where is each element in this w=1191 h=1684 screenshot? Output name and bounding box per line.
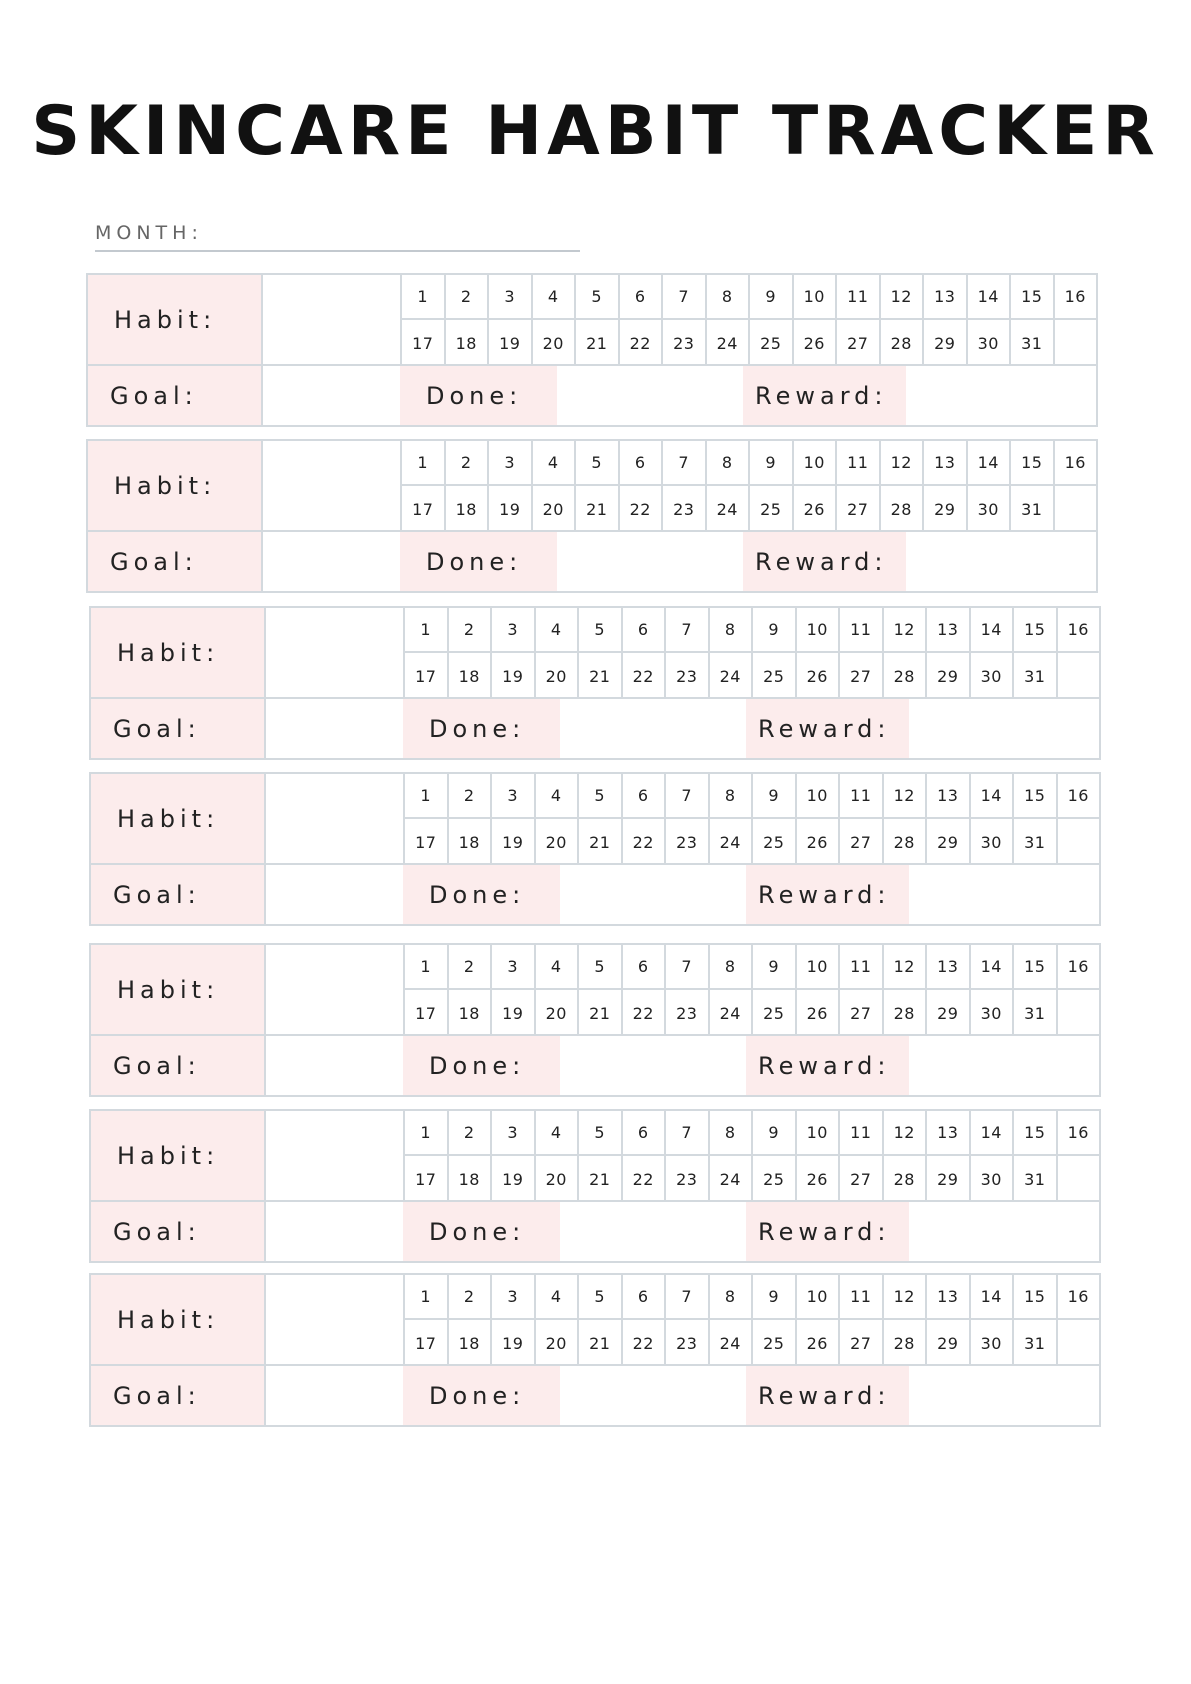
day-cell[interactable]: 5 (574, 441, 618, 486)
day-cell[interactable]: 21 (577, 1320, 621, 1366)
day-cell[interactable]: 22 (618, 320, 662, 366)
habit-label: Habit: (91, 1275, 266, 1366)
day-cell[interactable]: 21 (577, 653, 621, 699)
day-cell[interactable]: 4 (534, 608, 578, 653)
day-cell[interactable]: 31 (1012, 819, 1056, 865)
day-grid (403, 1111, 1099, 1202)
day-cell[interactable]: 22 (621, 1320, 665, 1366)
day-cell[interactable]: 26 (792, 320, 836, 366)
day-cell[interactable]: 1 (403, 1275, 447, 1320)
day-cell[interactable]: 15 (1012, 945, 1056, 990)
day-cell[interactable]: 30 (969, 1156, 1013, 1202)
day-cell[interactable]: 4 (534, 1275, 578, 1320)
day-cell[interactable]: 27 (835, 486, 879, 532)
day-cell[interactable] (1056, 1156, 1100, 1202)
day-cell[interactable]: 22 (621, 990, 665, 1036)
day-cell[interactable]: 16 (1053, 441, 1097, 486)
day-cell[interactable]: 17 (403, 990, 447, 1036)
day-cell[interactable]: 8 (708, 1275, 752, 1320)
habit-tracker-block (89, 943, 1101, 1097)
day-cell[interactable]: 25 (748, 486, 792, 532)
day-cell[interactable]: 5 (577, 608, 621, 653)
day-cell[interactable]: 14 (966, 441, 1010, 486)
day-cell[interactable]: 20 (534, 990, 578, 1036)
day-cell[interactable]: 2 (444, 441, 488, 486)
day-cell[interactable]: 26 (795, 653, 839, 699)
day-cell[interactable]: 3 (487, 441, 531, 486)
day-cell[interactable]: 18 (447, 1156, 491, 1202)
day-cell[interactable]: 11 (838, 945, 882, 990)
day-cell[interactable]: 24 (705, 486, 749, 532)
day-cell[interactable]: 23 (661, 320, 705, 366)
day-cell[interactable]: 10 (792, 441, 836, 486)
day-cell[interactable]: 25 (751, 819, 795, 865)
day-cell[interactable]: 18 (447, 653, 491, 699)
day-cell[interactable]: 16 (1056, 1275, 1100, 1320)
day-cell[interactable]: 8 (705, 441, 749, 486)
day-cell[interactable]: 23 (664, 1156, 708, 1202)
day-cell[interactable]: 6 (618, 275, 662, 320)
day-cell[interactable]: 31 (1009, 486, 1053, 532)
day-cell[interactable]: 7 (664, 774, 708, 819)
day-cell[interactable]: 13 (925, 1275, 969, 1320)
day-cell[interactable]: 7 (664, 1111, 708, 1156)
day-cell[interactable]: 8 (708, 945, 752, 990)
day-cell[interactable] (1053, 486, 1097, 532)
day-cell[interactable]: 17 (400, 486, 444, 532)
day-cell[interactable]: 9 (751, 774, 795, 819)
reward-label: Reward: (746, 1036, 909, 1095)
day-cell[interactable]: 10 (795, 1275, 839, 1320)
day-cell[interactable]: 27 (838, 1156, 882, 1202)
day-grid (400, 441, 1096, 532)
day-cell[interactable]: 14 (969, 1111, 1013, 1156)
habit-name-field[interactable] (263, 441, 400, 532)
habit-label: Habit: (91, 774, 266, 865)
day-cell[interactable]: 31 (1009, 320, 1053, 366)
day-cell[interactable]: 21 (577, 819, 621, 865)
day-cell[interactable]: 16 (1056, 1111, 1100, 1156)
day-cell[interactable]: 20 (531, 486, 575, 532)
day-cell[interactable]: 28 (882, 990, 926, 1036)
habit-tracker-block (86, 273, 1098, 427)
day-cell[interactable]: 21 (577, 990, 621, 1036)
page-title: SKINCARE HABIT TRACKER (31, 92, 1160, 171)
day-cell[interactable]: 1 (403, 1111, 447, 1156)
day-cell[interactable]: 3 (487, 275, 531, 320)
day-cell[interactable]: 28 (879, 320, 923, 366)
day-cell[interactable]: 17 (403, 1320, 447, 1366)
day-cell[interactable]: 12 (882, 774, 926, 819)
day-cell[interactable]: 24 (708, 653, 752, 699)
day-cell[interactable]: 3 (490, 1275, 534, 1320)
day-cell[interactable]: 7 (661, 275, 705, 320)
day-cell[interactable] (1056, 819, 1100, 865)
day-cell[interactable]: 20 (534, 1320, 578, 1366)
day-cell[interactable]: 9 (748, 441, 792, 486)
day-cell[interactable]: 27 (838, 819, 882, 865)
done-label: Done: (403, 865, 560, 924)
habit-name-field[interactable] (266, 774, 403, 865)
day-cell[interactable]: 16 (1056, 608, 1100, 653)
day-cell[interactable]: 10 (795, 608, 839, 653)
habit-tracker-block (89, 1109, 1101, 1263)
day-cell[interactable]: 31 (1012, 1156, 1056, 1202)
day-cell[interactable]: 5 (577, 774, 621, 819)
day-cell[interactable]: 5 (577, 1111, 621, 1156)
day-cell[interactable]: 3 (490, 608, 534, 653)
day-cell[interactable] (1056, 653, 1100, 699)
habit-label: Habit: (91, 945, 266, 1036)
day-cell[interactable]: 13 (925, 1111, 969, 1156)
day-cell[interactable]: 4 (531, 275, 575, 320)
day-cell[interactable]: 17 (403, 819, 447, 865)
habit-name-field[interactable] (266, 1111, 403, 1202)
day-cell[interactable]: 30 (966, 320, 1010, 366)
day-cell[interactable]: 2 (444, 275, 488, 320)
day-cell[interactable]: 2 (447, 1275, 491, 1320)
day-cell[interactable]: 12 (879, 275, 923, 320)
day-cell[interactable]: 30 (969, 1320, 1013, 1366)
reward-label: Reward: (746, 1366, 909, 1425)
day-cell[interactable]: 25 (751, 1320, 795, 1366)
habit-name-field[interactable] (266, 1275, 403, 1366)
day-cell[interactable]: 8 (708, 774, 752, 819)
day-cell[interactable]: 7 (661, 441, 705, 486)
day-cell[interactable]: 21 (574, 486, 618, 532)
day-cell[interactable]: 23 (661, 486, 705, 532)
day-cell[interactable] (1056, 1320, 1100, 1366)
day-cell[interactable]: 11 (838, 1275, 882, 1320)
done-label: Done: (400, 532, 557, 591)
day-grid (403, 945, 1099, 1036)
day-cell[interactable]: 14 (969, 608, 1013, 653)
day-cell[interactable]: 15 (1009, 275, 1053, 320)
day-cell[interactable]: 15 (1012, 774, 1056, 819)
day-cell[interactable]: 16 (1053, 275, 1097, 320)
day-cell[interactable]: 11 (838, 1111, 882, 1156)
day-cell[interactable]: 27 (838, 990, 882, 1036)
day-cell[interactable]: 28 (882, 819, 926, 865)
day-cell[interactable]: 6 (621, 1111, 665, 1156)
goal-label: Goal: (88, 532, 263, 591)
day-cell[interactable]: 28 (882, 1156, 926, 1202)
day-cell[interactable]: 20 (534, 819, 578, 865)
day-cell[interactable]: 12 (882, 1111, 926, 1156)
habit-tracker-block (89, 606, 1101, 760)
day-cell[interactable]: 14 (969, 774, 1013, 819)
day-cell[interactable]: 1 (403, 608, 447, 653)
day-cell[interactable]: 6 (621, 774, 665, 819)
habit-tracker-block (89, 1273, 1101, 1427)
day-cell[interactable] (1053, 320, 1097, 366)
day-cell[interactable]: 16 (1056, 945, 1100, 990)
day-cell[interactable]: 22 (621, 1156, 665, 1202)
day-cell[interactable]: 29 (925, 1156, 969, 1202)
day-cell[interactable]: 19 (490, 990, 534, 1036)
day-cell[interactable]: 5 (577, 945, 621, 990)
reward-label: Reward: (743, 366, 906, 425)
day-cell[interactable]: 6 (621, 1275, 665, 1320)
day-cell[interactable]: 14 (969, 1275, 1013, 1320)
day-cell[interactable]: 27 (838, 653, 882, 699)
day-cell[interactable]: 23 (664, 819, 708, 865)
day-cell[interactable]: 22 (621, 819, 665, 865)
goal-label: Goal: (91, 1366, 266, 1425)
day-cell[interactable]: 26 (792, 486, 836, 532)
day-cell[interactable]: 19 (490, 1320, 534, 1366)
day-cell[interactable]: 28 (882, 653, 926, 699)
reward-label: Reward: (746, 699, 909, 758)
day-cell[interactable]: 15 (1009, 441, 1053, 486)
day-cell[interactable]: 11 (838, 774, 882, 819)
day-cell[interactable]: 9 (751, 945, 795, 990)
day-cell[interactable]: 4 (534, 774, 578, 819)
day-cell[interactable]: 14 (969, 945, 1013, 990)
day-cell[interactable]: 9 (751, 1111, 795, 1156)
day-cell[interactable]: 27 (838, 1320, 882, 1366)
day-cell[interactable]: 19 (487, 320, 531, 366)
day-cell[interactable]: 5 (574, 275, 618, 320)
day-cell[interactable]: 2 (447, 608, 491, 653)
day-cell[interactable]: 10 (792, 275, 836, 320)
day-grid (403, 608, 1099, 699)
day-cell[interactable]: 1 (400, 441, 444, 486)
habit-tracker-block (89, 772, 1101, 926)
goal-label: Goal: (91, 699, 266, 758)
day-cell[interactable]: 29 (922, 320, 966, 366)
day-cell[interactable]: 24 (708, 819, 752, 865)
day-cell[interactable]: 8 (708, 1111, 752, 1156)
day-cell[interactable]: 17 (403, 653, 447, 699)
day-cell[interactable]: 19 (490, 819, 534, 865)
day-cell[interactable]: 22 (618, 486, 662, 532)
day-cell[interactable]: 22 (621, 653, 665, 699)
day-cell[interactable]: 4 (531, 441, 575, 486)
day-cell[interactable]: 6 (621, 945, 665, 990)
day-cell[interactable]: 17 (403, 1156, 447, 1202)
day-cell[interactable]: 29 (925, 990, 969, 1036)
day-cell[interactable]: 4 (534, 1111, 578, 1156)
day-cell[interactable]: 7 (664, 945, 708, 990)
day-cell[interactable]: 7 (664, 608, 708, 653)
habit-tracker-block (86, 439, 1098, 593)
day-grid (403, 774, 1099, 865)
habit-label: Habit: (88, 275, 263, 366)
day-cell[interactable]: 4 (534, 945, 578, 990)
day-cell[interactable]: 26 (795, 990, 839, 1036)
day-cell[interactable]: 6 (621, 608, 665, 653)
day-cell[interactable]: 1 (400, 275, 444, 320)
day-cell[interactable]: 15 (1012, 1111, 1056, 1156)
day-cell[interactable]: 18 (447, 1320, 491, 1366)
day-cell[interactable]: 19 (490, 1156, 534, 1202)
day-cell[interactable]: 19 (487, 486, 531, 532)
day-cell[interactable]: 11 (835, 275, 879, 320)
day-cell[interactable]: 12 (882, 608, 926, 653)
done-label: Done: (403, 1036, 560, 1095)
day-cell[interactable]: 19 (490, 653, 534, 699)
day-cell[interactable]: 31 (1012, 1320, 1056, 1366)
day-cell[interactable]: 2 (447, 945, 491, 990)
day-cell[interactable]: 18 (444, 320, 488, 366)
day-cell[interactable]: 9 (751, 608, 795, 653)
day-cell[interactable]: 25 (751, 653, 795, 699)
day-cell[interactable]: 16 (1056, 774, 1100, 819)
day-cell[interactable]: 24 (705, 320, 749, 366)
day-cell[interactable]: 29 (925, 653, 969, 699)
day-cell[interactable]: 20 (531, 320, 575, 366)
day-cell[interactable]: 27 (835, 320, 879, 366)
day-cell[interactable]: 13 (925, 945, 969, 990)
day-cell[interactable]: 21 (577, 1156, 621, 1202)
day-cell[interactable]: 29 (925, 819, 969, 865)
day-cell[interactable]: 10 (795, 1111, 839, 1156)
day-cell[interactable]: 13 (922, 441, 966, 486)
day-cell[interactable]: 23 (664, 990, 708, 1036)
day-cell[interactable]: 15 (1012, 608, 1056, 653)
day-cell[interactable]: 24 (708, 1320, 752, 1366)
day-cell[interactable]: 25 (751, 990, 795, 1036)
day-grid (403, 1275, 1099, 1366)
day-cell[interactable]: 31 (1012, 990, 1056, 1036)
day-cell[interactable]: 10 (795, 774, 839, 819)
reward-label: Reward: (746, 1202, 909, 1261)
day-cell[interactable]: 18 (447, 990, 491, 1036)
goal-label: Goal: (91, 865, 266, 924)
day-cell[interactable]: 14 (966, 275, 1010, 320)
day-cell[interactable]: 26 (795, 1156, 839, 1202)
month-field[interactable]: MONTH: (95, 222, 580, 252)
day-cell[interactable]: 13 (925, 774, 969, 819)
day-cell[interactable]: 3 (490, 1111, 534, 1156)
done-label: Done: (403, 1366, 560, 1425)
goal-label: Goal: (91, 1202, 266, 1261)
day-cell[interactable]: 31 (1012, 653, 1056, 699)
day-cell[interactable]: 18 (447, 819, 491, 865)
day-cell[interactable]: 13 (925, 608, 969, 653)
goal-label: Goal: (91, 1036, 266, 1095)
day-cell[interactable]: 28 (879, 486, 923, 532)
habit-name-field[interactable] (263, 275, 400, 366)
habit-label: Habit: (91, 1111, 266, 1202)
day-cell[interactable]: 15 (1012, 1275, 1056, 1320)
day-cell[interactable]: 21 (574, 320, 618, 366)
day-cell[interactable] (1056, 990, 1100, 1036)
day-cell[interactable]: 23 (664, 653, 708, 699)
day-cell[interactable]: 18 (444, 486, 488, 532)
day-cell[interactable]: 9 (748, 275, 792, 320)
day-cell[interactable]: 20 (534, 653, 578, 699)
done-label: Done: (403, 1202, 560, 1261)
day-cell[interactable]: 6 (618, 441, 662, 486)
day-cell[interactable]: 5 (577, 1275, 621, 1320)
reward-label: Reward: (743, 532, 906, 591)
day-cell[interactable]: 26 (795, 819, 839, 865)
day-grid (400, 275, 1096, 366)
day-cell[interactable]: 8 (708, 608, 752, 653)
day-cell[interactable]: 12 (879, 441, 923, 486)
day-cell[interactable]: 25 (751, 1156, 795, 1202)
day-cell[interactable]: 2 (447, 1111, 491, 1156)
day-cell[interactable]: 3 (490, 945, 534, 990)
day-cell[interactable]: 9 (751, 1275, 795, 1320)
day-cell[interactable]: 13 (922, 275, 966, 320)
habit-label: Habit: (88, 441, 263, 532)
day-cell[interactable]: 23 (664, 1320, 708, 1366)
day-cell[interactable]: 25 (748, 320, 792, 366)
day-cell[interactable]: 28 (882, 1320, 926, 1366)
day-cell[interactable]: 30 (966, 486, 1010, 532)
day-cell[interactable]: 8 (705, 275, 749, 320)
day-cell[interactable]: 26 (795, 1320, 839, 1366)
day-cell[interactable]: 2 (447, 774, 491, 819)
day-cell[interactable]: 30 (969, 819, 1013, 865)
habit-label: Habit: (91, 608, 266, 699)
day-cell[interactable]: 30 (969, 653, 1013, 699)
day-cell[interactable]: 11 (838, 608, 882, 653)
day-cell[interactable]: 29 (925, 1320, 969, 1366)
day-cell[interactable]: 20 (534, 1156, 578, 1202)
habit-name-field[interactable] (266, 945, 403, 1036)
day-cell[interactable]: 1 (403, 774, 447, 819)
day-cell[interactable]: 1 (403, 945, 447, 990)
done-label: Done: (400, 366, 557, 425)
habit-name-field[interactable] (266, 608, 403, 699)
reward-label: Reward: (746, 865, 909, 924)
goal-label: Goal: (88, 366, 263, 425)
day-cell[interactable]: 12 (882, 1275, 926, 1320)
day-cell[interactable]: 3 (490, 774, 534, 819)
done-label: Done: (403, 699, 560, 758)
day-cell[interactable]: 30 (969, 990, 1013, 1036)
day-cell[interactable]: 10 (795, 945, 839, 990)
day-cell[interactable]: 24 (708, 1156, 752, 1202)
day-cell[interactable]: 24 (708, 990, 752, 1036)
day-cell[interactable]: 12 (882, 945, 926, 990)
day-cell[interactable]: 29 (922, 486, 966, 532)
day-cell[interactable]: 17 (400, 320, 444, 366)
day-cell[interactable]: 11 (835, 441, 879, 486)
day-cell[interactable]: 7 (664, 1275, 708, 1320)
